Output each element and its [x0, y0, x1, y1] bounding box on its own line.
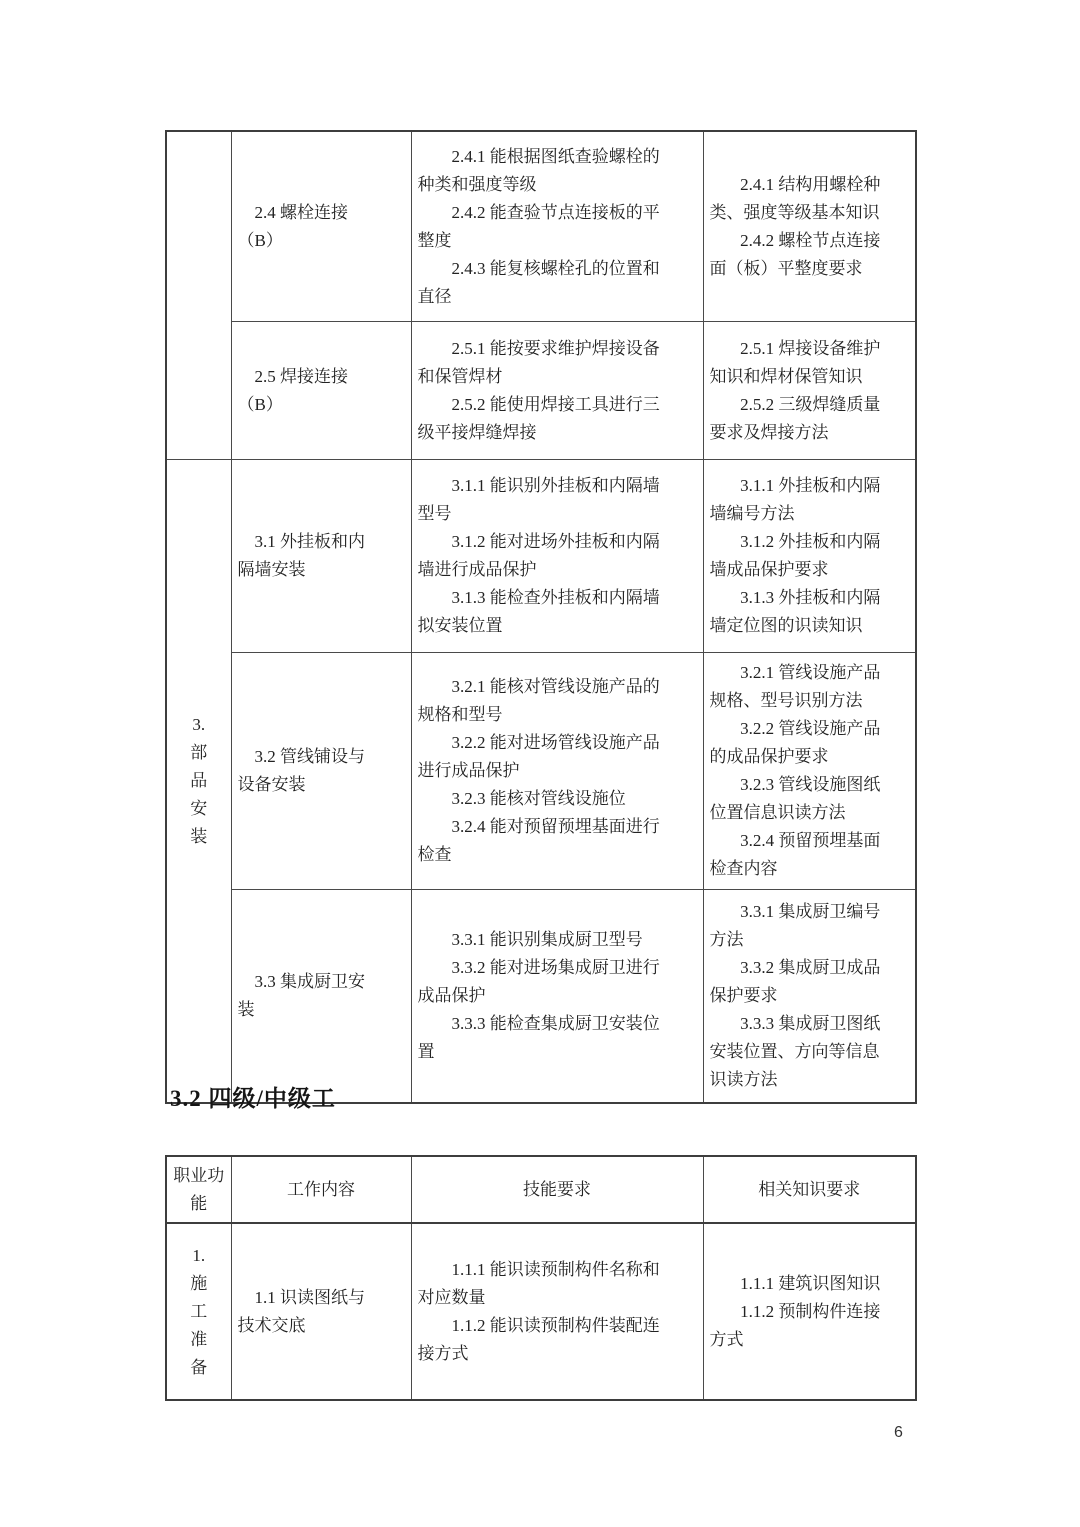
section-heading: 3.2 四级/中级工	[170, 1086, 336, 1111]
knowledge-cell-1-1	[703, 1223, 916, 1400]
work-cell-1-1: 1.1 识读图纸与 技术交底	[231, 1223, 411, 1400]
header-work-content: 工作内容	[231, 1156, 411, 1223]
table-header-row	[166, 1156, 916, 1223]
table-row	[166, 890, 916, 1104]
skill-table-lower	[165, 1155, 917, 1401]
skills-cell-2-4	[411, 131, 703, 322]
table-row	[166, 322, 916, 460]
skill-item: 3.2.2 能对进场管线设施产品 进行成品保护	[417, 733, 660, 780]
knowledge-cell-3-3	[703, 890, 916, 1104]
knowledge-item: 3.2.1 管线设施产品 规格、型号识别方法	[709, 663, 881, 710]
knowledge-item: 2.4.1 结构用螺栓种 类、强度等级基本知识	[709, 174, 881, 222]
skill-item: 2.5.2 能使用焊接工具进行三 级平接焊缝焊接	[417, 394, 660, 442]
skill-item: 3.2.1 能核对管线设施产品的 规格和型号	[417, 677, 660, 724]
work-cell-3-3: 3.3 集成厨卫安 装	[231, 890, 411, 1104]
skill-item: 3.1.3 能检查外挂板和内隔墙 拟安装位置	[417, 588, 660, 635]
function-cell-parts-install: 3. 部 品 安 装	[166, 460, 231, 1104]
knowledge-item: 3.1.3 外挂板和内隔 墙定位图的识读知识	[709, 588, 881, 635]
skill-item: 1.1.2 能识读预制构件装配连 接方式	[417, 1315, 660, 1363]
knowledge-item: 3.1.2 外挂板和内隔 墙成品保护要求	[709, 532, 881, 579]
work-cell-2-5: 2.5 焊接连接 （B）	[231, 322, 411, 460]
work-cell-3-2: 3.2 管线铺设与 设备安装	[231, 653, 411, 890]
skill-item: 3.1.1 能识别外挂板和内隔墙 型号	[417, 476, 660, 523]
knowledge-item: 2.5.1 焊接设备维护 知识和焊材保管知识	[709, 338, 881, 386]
skill-item: 1.1.1 能识读预制构件名称和 对应数量	[417, 1259, 660, 1307]
skills-cell-1-1	[411, 1223, 703, 1400]
knowledge-item: 1.1.1 建筑识图知识	[740, 1273, 881, 1293]
knowledge-cell-3-1	[703, 460, 916, 653]
skill-item: 2.4.1 能根据图纸查验螺栓的 种类和强度等级	[417, 146, 660, 194]
knowledge-item: 3.1.1 外挂板和内隔 墙编号方法	[709, 476, 881, 523]
skills-cell-3-3	[411, 890, 703, 1104]
knowledge-item: 3.2.4 预留预埋基面 检查内容	[709, 831, 881, 878]
knowledge-item: 3.3.3 集成厨卫图纸 安装位置、方向等信息 识读方法	[709, 1014, 881, 1089]
skills-cell-3-1	[411, 460, 703, 653]
header-skill-requirements: 技能要求	[411, 1156, 703, 1223]
skills-cell-3-2	[411, 653, 703, 890]
page-number: 6	[894, 1424, 903, 1441]
skill-item: 2.4.2 能查验节点连接板的平 整度	[417, 202, 660, 250]
skill-item: 3.1.2 能对进场外挂板和内隔 墙进行成品保护	[417, 532, 660, 579]
header-knowledge-requirements: 相关知识要求	[703, 1156, 916, 1223]
table-row	[166, 460, 916, 653]
work-cell-2-4: 2.4 螺栓连接 （B）	[231, 131, 411, 322]
function-cell-empty	[166, 131, 231, 460]
skill-item: 2.4.3 能复核螺栓孔的位置和 直径	[417, 258, 660, 306]
knowledge-cell-3-2	[703, 653, 916, 890]
work-cell-3-1: 3.1 外挂板和内 隔墙安装	[231, 460, 411, 653]
table-row	[166, 131, 916, 322]
knowledge-item: 2.5.2 三级焊缝质量 要求及焊接方法	[709, 394, 881, 442]
skill-item: 3.2.3 能核对管线设施位	[451, 789, 626, 808]
knowledge-cell-2-4	[703, 131, 916, 322]
skill-table-upper	[165, 130, 917, 1104]
knowledge-item: 3.2.3 管线设施图纸 位置信息识读方法	[709, 775, 881, 822]
knowledge-cell-2-5	[703, 322, 916, 460]
header-occupational-function: 职业功能	[166, 1156, 231, 1223]
knowledge-item: 3.3.1 集成厨卫编号 方法	[709, 902, 881, 949]
table-row	[166, 653, 916, 890]
skill-item: 2.5.1 能按要求维护焊接设备 和保管焊材	[417, 338, 660, 386]
knowledge-item: 2.4.2 螺栓节点连接 面（板）平整度要求	[709, 230, 881, 278]
skill-item: 3.3.2 能对进场集成厨卫进行 成品保护	[417, 958, 660, 1005]
skill-item: 3.2.4 能对预留预埋基面进行 检查	[417, 817, 660, 864]
skill-item: 3.3.3 能检查集成厨卫安装位 置	[417, 1014, 660, 1061]
function-cell-construction-prep: 1. 施 工 准 备	[166, 1223, 231, 1400]
knowledge-item: 3.2.2 管线设施产品 的成品保护要求	[709, 719, 881, 766]
skill-item: 3.3.1 能识别集成厨卫型号	[451, 930, 643, 949]
knowledge-item: 1.1.2 预制构件连接 方式	[709, 1301, 881, 1349]
table-row	[166, 1223, 916, 1400]
knowledge-item: 3.3.2 集成厨卫成品 保护要求	[709, 958, 881, 1005]
skills-cell-2-5	[411, 322, 703, 460]
